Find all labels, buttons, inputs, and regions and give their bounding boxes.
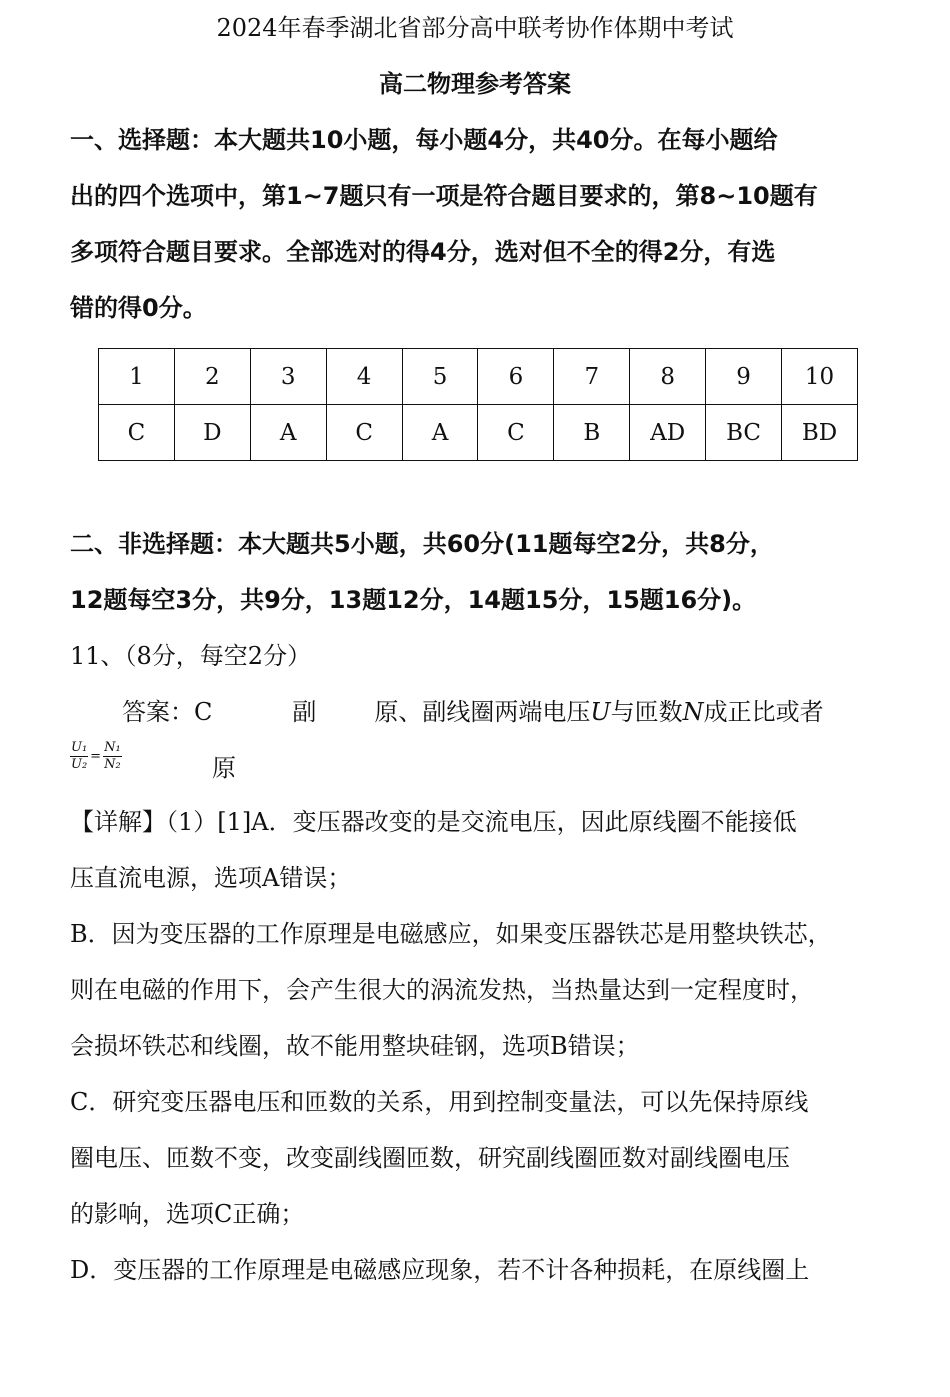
detail-line-9: D．变压器的工作原理是电磁感应现象，若不计各种损耗，在原线圈上 — [70, 1256, 810, 1284]
table-cell: C — [478, 405, 554, 461]
symbol-u: U — [590, 698, 611, 726]
section1-line-1: 一、选择题：本大题共10小题，每小题4分，共40分。在每小题给 — [70, 126, 778, 154]
answer-text: 成正比或者 — [703, 698, 824, 726]
answer-row — [99, 405, 858, 461]
table-cell: AD — [630, 405, 706, 461]
detail-line-2: 压直流电源，选项A错误； — [70, 864, 352, 892]
table-cell: 6 — [478, 349, 554, 405]
table-cell: 9 — [706, 349, 782, 405]
table-cell: 2 — [174, 349, 250, 405]
exam-title: 2024年春季湖北省部分高中联考协作体期中考试 — [216, 14, 734, 42]
answer-blank-2: 副 — [292, 698, 317, 726]
detail-line-3: B．因为变压器的工作原理是电磁感应，如果变压器铁芯是用整块铁芯， — [70, 920, 832, 948]
table-cell: 1 — [99, 349, 175, 405]
table-cell: 8 — [630, 349, 706, 405]
symbol-n: N — [682, 698, 704, 726]
section1-line-4: 错的得0分。 — [70, 294, 207, 322]
detail-line-8: 的影响，选项C正确； — [70, 1200, 305, 1228]
table-cell: 4 — [326, 349, 402, 405]
section2-line-2: 12题每空3分，共9分，13题12分，14题15分，15题16分)。 — [70, 586, 757, 614]
table-cell: B — [554, 405, 630, 461]
table-cell: D — [174, 405, 250, 461]
table-cell: 5 — [402, 349, 478, 405]
question-number-row — [99, 349, 858, 405]
table-cell: A — [402, 405, 478, 461]
detail-line-1: 【详解】（1）[1]A．变压器改变的是交流电压，因此原线圈不能接低 — [70, 808, 797, 836]
answer-blank-4: 原 — [212, 754, 236, 782]
answer-text: 与匝数 — [610, 698, 683, 726]
detail-line-4: 则在电磁的作用下，会产生很大的涡流发热，当热量达到一定程度时， — [70, 976, 814, 1004]
table-cell: 7 — [554, 349, 630, 405]
detail-line-7: 圈电压、匝数不变，改变副线圈匝数，研究副线圈匝数对副线圈电压 — [70, 1144, 790, 1172]
question-11-heading: 11、（8分，每空2分） — [70, 642, 312, 670]
question-11-answer-line — [122, 696, 824, 728]
table-cell: A — [250, 405, 326, 461]
voltage-turns-ratio-formula: $\frac{\text{U₁}}{\text{U₂}}$ = $\frac{\text{N₁}}{\text{N₂}}$ — [71, 740, 121, 772]
section1-line-3: 多项符合题目要求。全部选对的得4分，选对但不全的得2分，有选 — [70, 238, 776, 266]
section1-line-2: 出的四个选项中，第1~7题只有一项是符合题目要求的，第8~10题有 — [70, 182, 818, 210]
table-cell: C — [326, 405, 402, 461]
table-cell: C — [99, 405, 175, 461]
table-cell: BC — [706, 405, 782, 461]
section2-line-1: 二、非选择题：本大题共5小题，共60分(11题每空2分，共8分， — [70, 530, 774, 558]
table-cell: 3 — [250, 349, 326, 405]
answer-label: 答案：C — [122, 698, 213, 726]
table-cell: 10 — [782, 349, 858, 405]
detail-line-6: C．研究变压器电压和匝数的关系，用到控制变量法，可以先保持原线 — [70, 1088, 809, 1116]
answer-key-title: 高二物理参考答案 — [379, 70, 571, 98]
detail-line-5: 会损坏铁芯和线圈，故不能用整块硅钢，选项B错误； — [70, 1032, 640, 1060]
answer-blank-3: 原、副线圈两端电压 — [374, 698, 591, 726]
answer-table — [98, 348, 858, 461]
table-cell: BD — [782, 405, 858, 461]
